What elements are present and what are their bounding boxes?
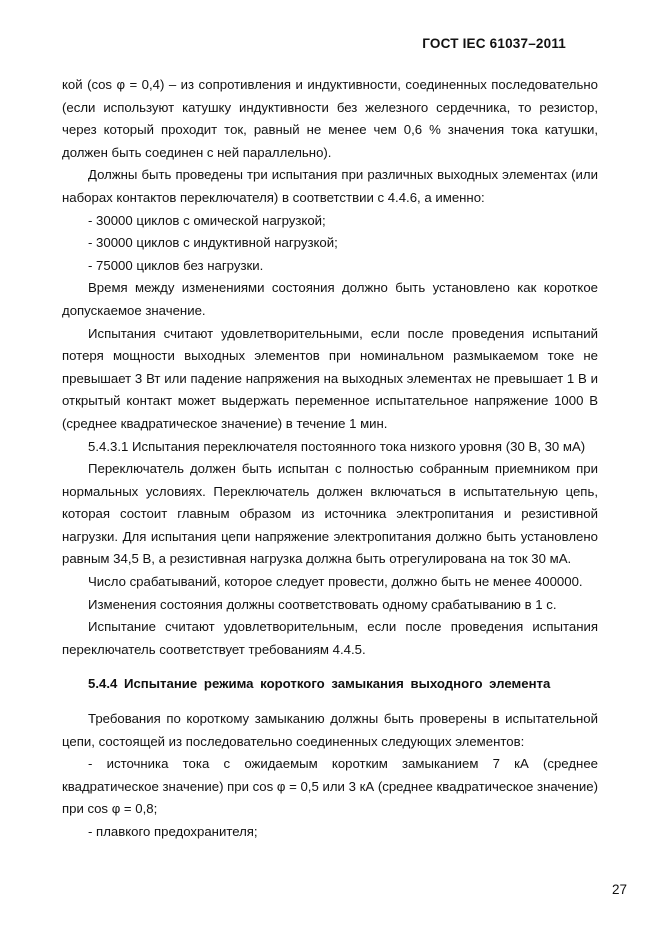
section-heading: 5.4.4 Испытание режима короткого замыкания выходного элемента [88, 676, 551, 692]
paragraph: Число срабатываний, которое следует провести, должно быть не менее 400000. [88, 574, 583, 590]
paragraph: Время между изменениями состояния должно быть установлено как короткое допускаемое значение. [62, 280, 598, 318]
standard-header: ГОСТ IEC 61037–2011 [422, 36, 566, 51]
paragraph: Требования по короткому замыканию должны быть проверены в испытательной цепи, состоящей из последовательно соединенных следующих элементов: [62, 711, 598, 749]
paragraph: кой (cos φ = 0,4) – из сопротивления и индуктивности, соединенных последовательно (если используют катушку индуктивности без железного сердечника, то резистор, через который проходит ток, равный не менее чем 0,6 % значения тока катушки, должен быть соединен с ней параллельно). [62, 77, 598, 160]
paragraph: Испытание считают удовлетворительным, если после проведения испытания переключатель соответствует требованиям 4.4.5. [62, 619, 598, 657]
subsection-title: 5.4.3.1 Испытания переключателя постоянного тока низкого уровня (30 В, 30 мА) [88, 438, 586, 454]
paragraph: Испытания считают удовлетворительными, если после проведения испытаний потеря мощности выходных элементов при номинальном размыкаемом токе не превышает 3 Вт или падение напряжения на выходных элементах не превышает 1 В и открытый контакт может выдержать переменное испытательное напряжение 1000 В (среднее квадратическое значение) в течение 1 мин. [62, 325, 598, 431]
list-item: - плавкого предохранителя; [88, 824, 258, 839]
list-item: - 75000 циклов без нагрузки. [88, 257, 264, 273]
document-body [62, 74, 598, 844]
page-number: 27 [611, 882, 627, 897]
list-item: - источника тока с ожидаемым коротким замыканием 7 кА (среднее квадратическое значение) при cos φ = 0,5 или 3 кА (среднее квадратическое значение) при cos φ = 0,8; [62, 756, 598, 817]
paragraph: Должны быть проведены три испытания при различных выходных элементах (или наборах контактов переключателя) в соответствии с 4.4.6, а именно: [62, 167, 598, 205]
paragraph: Переключатель должен быть испытан с полностью собранным приемником при нормальных условиях. Переключатель должен включаться в испытательную цепь, которая состоит главным образом из источника электропитания и резистивной нагрузки. Для испытания цепи напряжение электропитания должно быть установлено равным 34,5 В, а резистивная нагрузка должна быть отрегулирована на ток 30 мА. [62, 461, 598, 567]
list-item: - 30000 циклов с индуктивной нагрузкой; [88, 235, 338, 251]
list-item: - 30000 циклов с омической нагрузкой; [88, 212, 326, 228]
paragraph: Изменения состояния должны соответствовать одному срабатыванию в 1 с. [88, 596, 557, 612]
